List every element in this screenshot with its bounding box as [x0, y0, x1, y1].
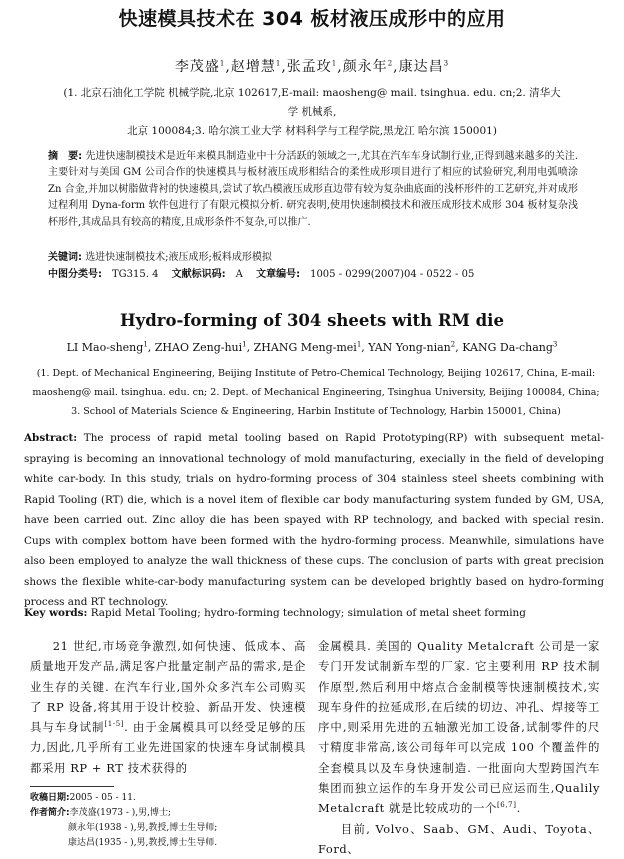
footnotes: [30, 791, 310, 851]
affiliation-mark: 1: [356, 340, 362, 349]
keywords-cn: [48, 250, 578, 266]
affiliation-mark: 1: [143, 340, 148, 349]
body-text: . 由于金属模具可以经受足够的压力,因此,几乎所有工业先进国家的快速车身试制模具都采用 RP + RT 技术获得的: [30, 720, 307, 775]
keywords-cn-label: 关键词:: [48, 252, 82, 263]
affiliation-line: 北京 100084;3. 哈尔滨工业大学 材料科学与工程学院,黑龙江 哈尔滨 150001): [127, 125, 497, 137]
author-name: LI Mao-sheng: [66, 341, 144, 354]
affiliations-cn: [60, 84, 564, 141]
affiliation-line: maosheng@ mail. tsinghua. edu. cn; 2. Dept. of Mechanical Engineering, Tsinghua University, Beijing 100084, China;: [32, 387, 600, 398]
author-name: 康达昌: [398, 59, 444, 75]
affiliation-mark: 1: [331, 59, 338, 68]
body-text: .: [516, 801, 521, 816]
authors-en: LI Mao-sheng$^1$, ZHAO Zeng-hui$^1$, ZHANG Meng-mei$^1$, YAN Yong-nian$^2$, KANG Da-chang$^3$: [66, 340, 558, 354]
author-name: KANG Da-chang: [462, 341, 553, 354]
body-text: 金属模具. 美国的 Quality Metalcraft 公司是一家专门开发试制新车型的厂家. 它主要利用 RP 技术制作原型,然后利用中熔点合金制模等快速制模技术,实现车身件的拉延成形,在后续的切边、冲孔、焊接等工序中,则采用先进的五轴激光加工设备,试制零件的尺寸精度非常高,该公司每年可以完成 100 个覆盖件的全套模具以及车身快速制造. 一批面向大型跨国汽车集团而独立运作的车身开发公司已应运而生,Qualily Metalcraft 就是比较成功的一个: [318, 639, 600, 816]
abstract-en-label: Abstract:: [24, 432, 78, 444]
affiliations-en: [24, 364, 608, 421]
affiliation-mark: 1: [242, 340, 247, 349]
affiliation-mark: 3: [552, 340, 558, 349]
affiliation-line: (1. Dept. of Mechanical Engineering, Beijing Institute of Petro-Chemical Technology, Beijing 102617, China, E-mail:: [36, 368, 596, 379]
keywords-en-text: Rapid Metal Tooling; hydro-forming technology; simulation of metal sheet forming: [90, 607, 526, 619]
affiliation-line: 3. School of Materials Science & Engineering, Harbin Institute of Technology, Harbin 150001, China): [71, 406, 561, 417]
affiliation-line: (1. 北京石油化工学院 机械学院,北京 102617,E-mail: maosheng@ mail. tsinghua. edu. cn;2. 清华大学 机械系,: [63, 87, 561, 118]
author-name: 张孟玫: [286, 59, 332, 75]
author-name: 颜永年: [342, 59, 388, 75]
document-code: 文献标识码: A: [171, 269, 243, 280]
author-bio: 作者简介:李茂盛(1973 - ),男,博士;: [30, 808, 172, 818]
author-name: ZHAO Zeng-hui: [154, 341, 243, 354]
affiliation-mark: 2: [387, 59, 394, 68]
keywords-en-label: Key words:: [24, 607, 88, 619]
abstract-en-text: The process of rapid metal tooling based on Rapid Prototyping(RP) with subsequent metal-spraying is becoming an innovational technology of mold manufacturing, execially in the field of developing white car-body. In this study, trials on hydro-forming process of 304 stainless steel sheets combining with Rapid Tooling (RT) die, which is a novel item of flexible car body manufacturing system funded by GM, USA, have been carried out. Zinc alloy die has been spayed with RP technology, and backed with special resin. Cups with complex bottom have been formed with the hydro-forming process. Meanwhile, simulations have also been employed to analyze the wall thickness of these cups. The conclusion of parts with great precision shows the flexible white-car-body manufacturing system can be developed brightly based on hydro-forming process and RT technology.: [24, 432, 604, 608]
clc-number: 中图分类号: TG315. 4: [48, 269, 159, 280]
body-paragraph: [318, 636, 600, 819]
citation: [6,7]: [496, 801, 517, 810]
abstract-cn-label: 摘 要:: [48, 151, 83, 162]
affiliation-mark: 1: [275, 59, 282, 68]
title-cn: 快速模具技术在 304 板材液压成形中的应用: [118, 8, 506, 30]
author-name: 赵增慧: [230, 59, 276, 75]
article-id: 文章编号: 1005 - 0299(2007)04 - 0522 - 05: [256, 269, 475, 280]
keywords-en: [24, 605, 604, 621]
abstract-en: [24, 428, 604, 613]
affiliation-mark: 1: [219, 59, 226, 68]
author-name: 李茂盛: [174, 59, 220, 75]
title-en: Hydro-forming of 304 sheets with RM die: [120, 311, 504, 330]
affiliation-mark: 3: [443, 59, 450, 68]
body-text: 21 世纪,市场竞争激烈,如何快速、低成本、高质量地开发产品,满足客户批量定制产品的需求,是企业生存的关键. 在汽车行业,国外众多汽车公司购买了 RP 设备,将其用于设计校验、新品开发、快速模具与车身试制: [30, 639, 306, 735]
author-name: YAN Yong-nian: [368, 341, 451, 354]
classification-cn: [48, 267, 588, 283]
body-column-right: [318, 636, 600, 859]
received-date: 收稿日期:2005 - 05 - 11.: [30, 793, 136, 803]
abstract-cn-text: 先进快速制模技术是近年来模具制造业中十分活跃的领域之一,尤其在汽车车身试制行业,正得到越来越多的关注. 主要针对与美国 GM 公司合作的快速模具与板材液压成形相结合的柔性成形项目进行了相应的试验研究,利用电弧喷涂 Zn 合金,并加以树脂做背衬的快速模具,尝试了软凸模液压成形直边带有较为复杂曲底面的浅杯形件的工艺研究,并对成形过程利用 Dyna-form 软件包进行了有限元模拟分析. 研究表明,使用快速制模技术和液压成形技术成形 304 板材复杂浅杯形件,其成品具有较高的精度,且成形条件不复杂,可以推广.: [48, 151, 578, 228]
author-bio: 康达昌(1935 - ),男,教授,博士生导师.: [68, 838, 218, 848]
authors-cn: 李茂盛$^1$,赵增慧$^1$,张孟玫$^1$,颜永年$^2$,康达昌$^3$: [174, 59, 450, 75]
body-column-left: [30, 636, 306, 778]
keywords-cn-text: 选进快速制模技术;液压成形;板料成形模拟: [85, 252, 272, 263]
abstract-cn: [48, 149, 578, 231]
author-bio: 颜永年(1938 - ),男,教授,博士生导师;: [68, 823, 218, 833]
citation: [1-5]: [104, 720, 125, 729]
author-name: ZHANG Meng-mei: [253, 341, 357, 354]
body-paragraph: 目前, Volvo、Saab、GM、Audi、Toyota、Ford、: [318, 821, 600, 856]
footnote-rule: [30, 786, 114, 787]
affiliation-mark: 2: [450, 340, 456, 349]
